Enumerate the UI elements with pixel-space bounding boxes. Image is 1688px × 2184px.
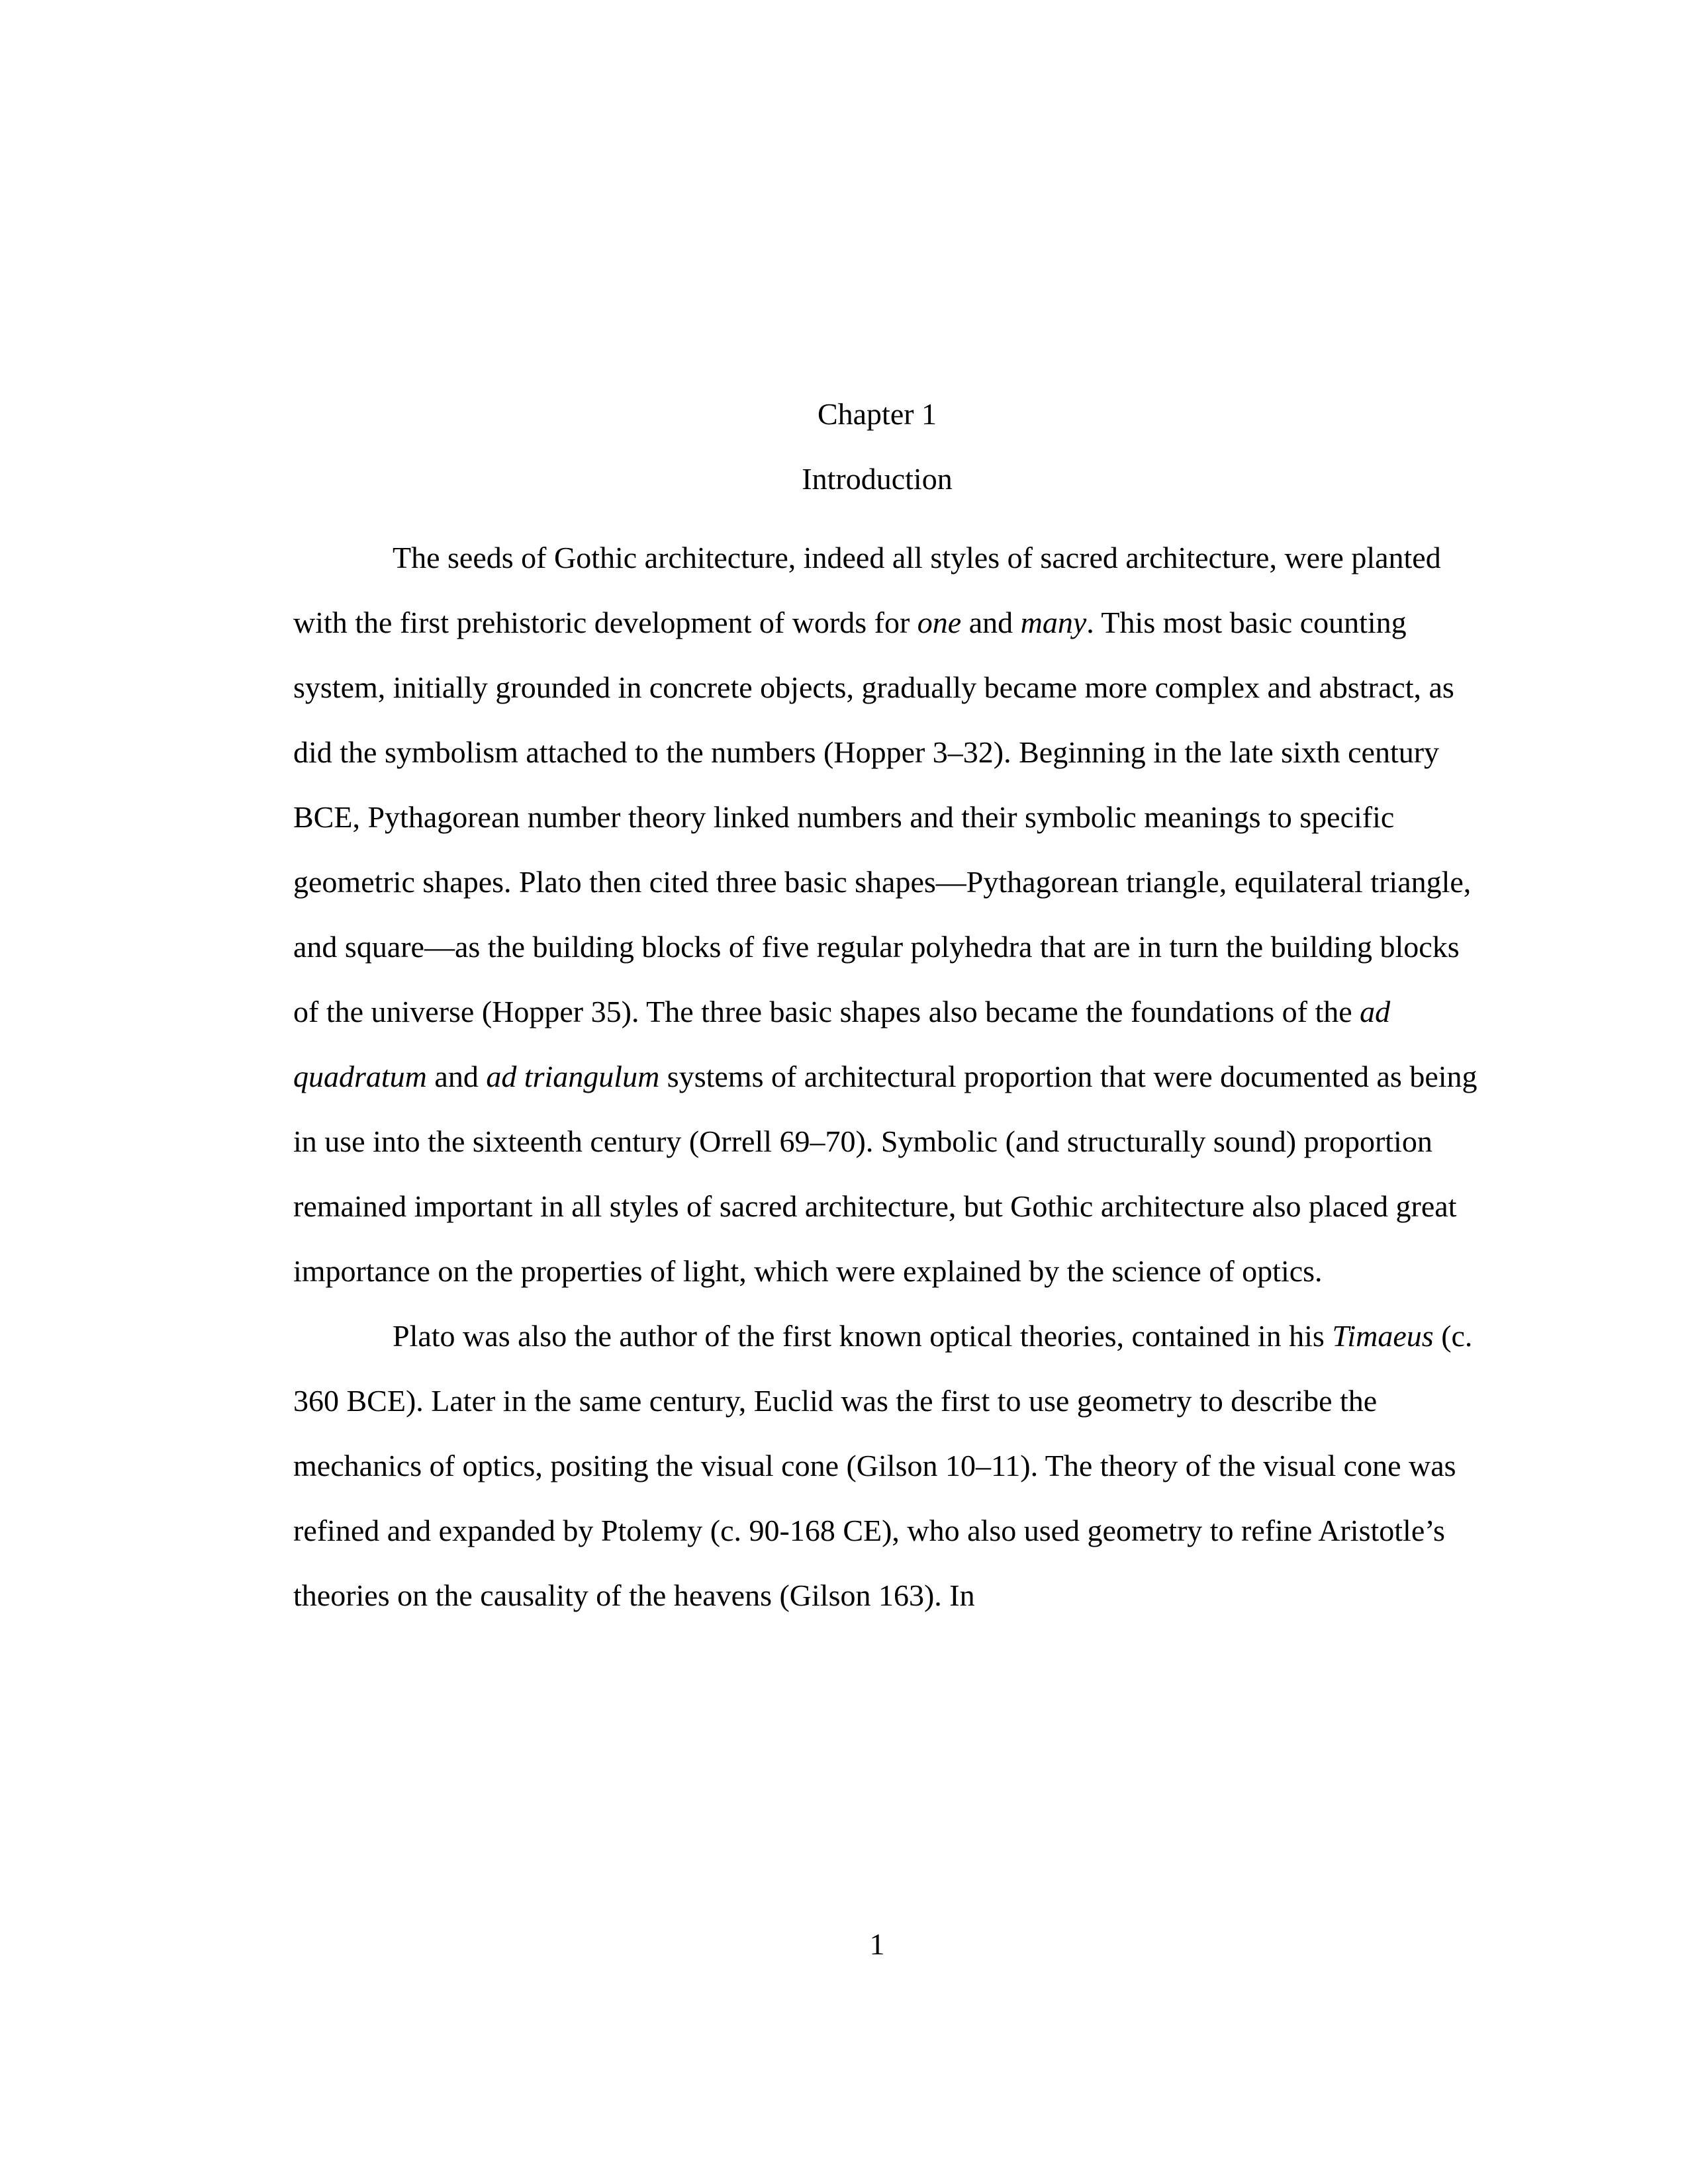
text-run: (c. 360 BCE). Later in the same century, Euclid was the first to use geometry to describe the mechanics of optics, positing the visual cone (Gilson 10–11). The theory of the visual cone was refined and expanded by Ptolemy (c. 90-168 CE), who also used geometry to refine Aristotle’s theories on the causality of the heavens (Gilson 163). In (293, 1319, 1473, 1612)
text-run: and (426, 1060, 487, 1093)
page-number: 1 (869, 1927, 885, 1961)
italic-term: one (917, 606, 962, 639)
chapter-title: Introduction (802, 462, 953, 496)
text-run: Plato was also the author of the first known optical theories, contained in his (393, 1319, 1333, 1353)
text-run: The seeds of Gothic architecture, indeed all styles of sacred architecture, were planted with the first prehistoric development of words for (293, 541, 1441, 639)
italic-term: ad triangulum (486, 1060, 660, 1093)
paragraph (293, 525, 1485, 1304)
italic-term: Timaeus (1332, 1319, 1434, 1353)
text-run: systems of architectural proportion that were documented as being in use into the sixteenth century (Orrell 69–70). Symbolic (and structurally sound) proportion remained important in all styles of sacred architecture, but Gothic architecture also placed great importance on the properties of light, which were explained by the science of optics. (293, 1060, 1477, 1288)
italic-term: many (1020, 606, 1087, 639)
text-run: . This most basic counting system, initially grounded in concrete objects, gradually became more complex and abstract, as did the symbolism attached to the numbers (Hopper 3–32). Beginning in the late sixth century BCE, Pythagorean number theory linked numbers and their symbolic meanings to specific geometric shapes. Plato then cited three basic shapes—Pythagorean triangle, equilateral triangle, and square—as the building blocks of five regular polyhedra that are in turn the building blocks of the universe (Hopper 35). The three basic shapes also became the foundations of the (293, 606, 1472, 1028)
text-run: and (961, 606, 1021, 639)
chapter-number: Chapter 1 (817, 397, 937, 431)
italic-term: ad quadratum (293, 995, 1391, 1093)
body-text (293, 525, 1485, 1628)
paragraph (293, 1304, 1485, 1628)
